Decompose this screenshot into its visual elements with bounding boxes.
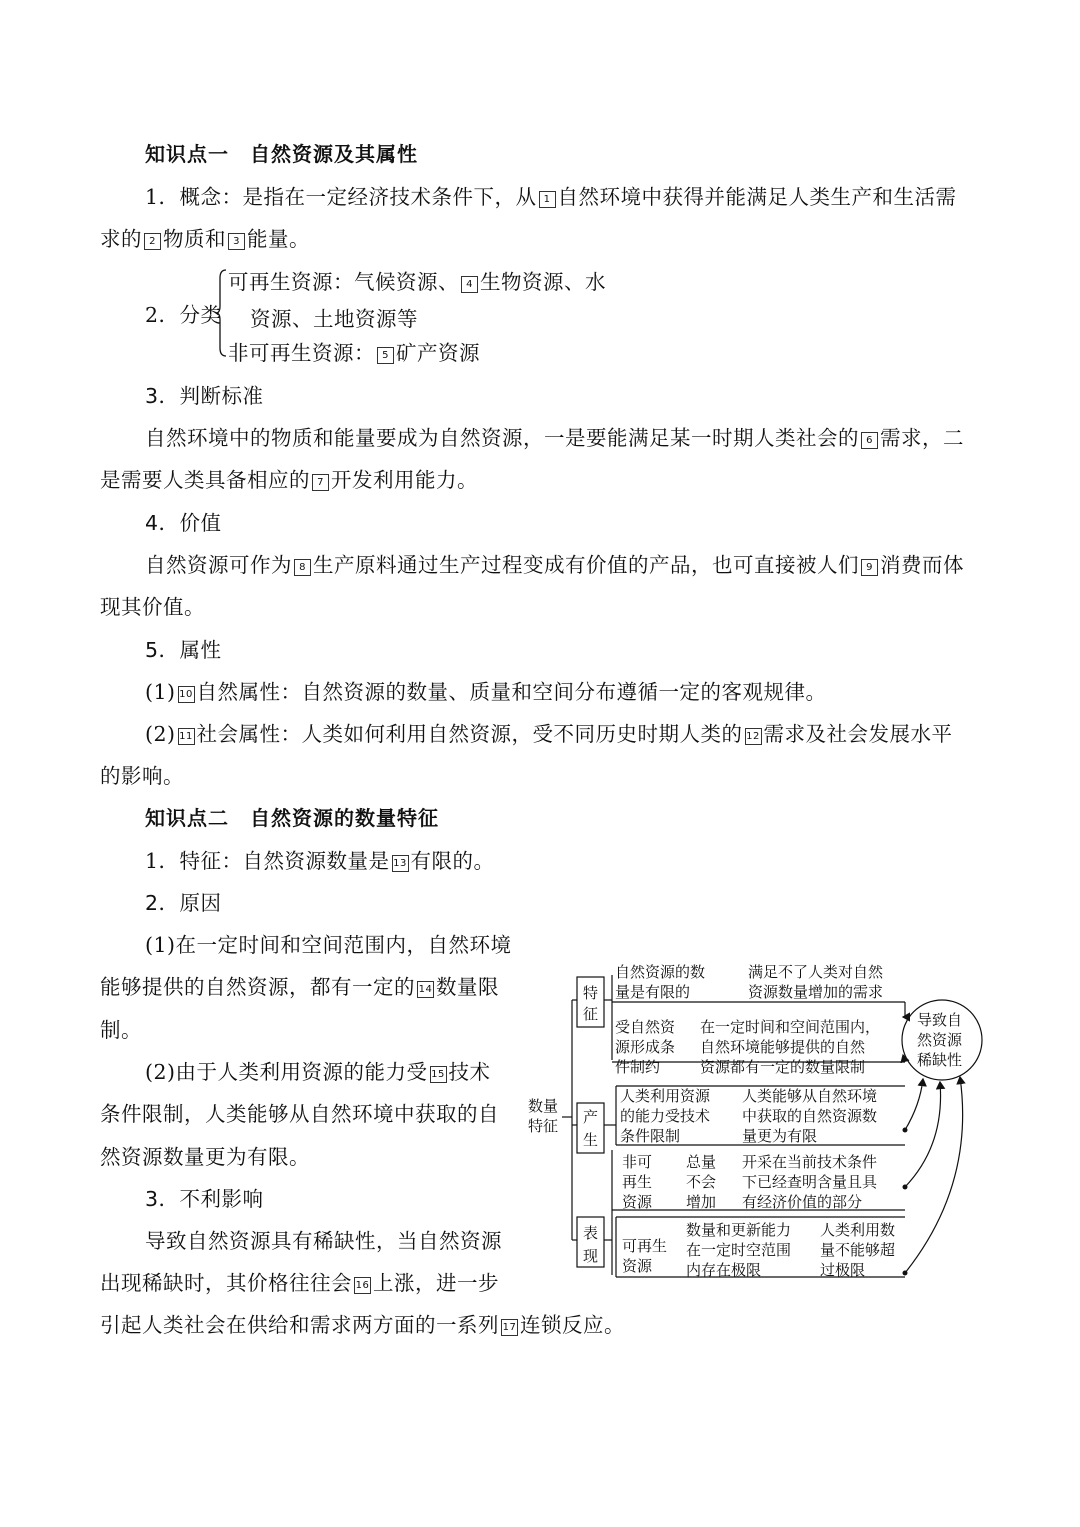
quantity-feature-diagram (520, 955, 990, 1290)
diagram-root-1: 数量 (528, 1097, 559, 1115)
criteria-line2: 是需要人类具备相应的 7 开发利用能力。 (100, 468, 478, 492)
kp2-feature: 1．特征：自然资源数量是 13 有限的。 (145, 849, 495, 873)
kp2-impact-label: 3．不利影响 (145, 1187, 264, 1211)
h1c-3: 有经济价值的部分 (742, 1193, 863, 1211)
h2c-2: 量不能够超 (820, 1241, 896, 1259)
f2b-2: 自然环境能够提供的自然 (700, 1038, 866, 1056)
h1a-1: 非可 (622, 1153, 653, 1171)
kp1-concept-line2: 求的 2 物质和 3 能量。 (100, 227, 310, 251)
classify-renewable: 可再生资源：气候资源、 4 生物资源、水 (228, 270, 606, 294)
cause-l4: (2)由于人类利用资源的能力受 15 技术 (145, 1060, 491, 1084)
cause-l2: 能够提供的自然资源，都有一定的 14 数量限 (100, 975, 499, 999)
attr-social-cont: 的影响。 (100, 764, 184, 788)
impact-l1: 导致自然资源具有稀缺性，当自然资源 (145, 1229, 502, 1253)
kp1-classify-label: 2．分类 (145, 303, 222, 327)
h2c-3: 过极限 (820, 1261, 866, 1279)
result-3: 稀缺性 (917, 1051, 963, 1069)
h1a-3: 资源 (622, 1193, 653, 1211)
h2c-1: 人类利用数 (820, 1221, 896, 1239)
h2b-1: 数量和更新能力 (686, 1221, 792, 1239)
brace-icon (216, 268, 228, 358)
h2b-3: 内存在极限 (686, 1261, 762, 1279)
f2a-3: 件制约 (615, 1058, 661, 1076)
cause-l6: 然资源数量更为有限。 (100, 1145, 310, 1169)
result-1: 导致自 (917, 1011, 963, 1029)
g1b-1: 人类能够从自然环境 (742, 1087, 878, 1105)
h1b-1: 总量 (686, 1153, 717, 1171)
h1a-2: 再生 (622, 1173, 653, 1191)
result-2: 然资源 (917, 1031, 963, 1049)
classify-nonrenewable: 非可再生资源： 5 矿产资源 (228, 341, 480, 365)
g1a-3: 条件限制 (620, 1127, 681, 1145)
h2a-2: 资源 (622, 1257, 653, 1275)
attr-social: (2) 11 社会属性：人类如何利用自然资源，受不同历史时期人类的 12 需求及社会发展水平 (145, 722, 953, 746)
impact-l2: 出现稀缺时，其价格往往会 16 上涨，进一步 (100, 1271, 499, 1295)
h1b-3: 增加 (686, 1193, 717, 1211)
kp1-attr-label: 5．属性 (145, 638, 222, 662)
f1b-2: 资源数量增加的需求 (748, 983, 884, 1001)
h1c-1: 开采在当前技术条件 (742, 1153, 878, 1171)
value-line2: 现其价值。 (100, 595, 205, 619)
classify-renewable-cont: 资源、土地资源等 (250, 307, 418, 331)
attr-natural: (1) 10 自然属性：自然资源的数量、质量和空间分布遵循一定的客观规律。 (145, 680, 827, 704)
f1a-1: 自然资源的数 (615, 963, 706, 981)
kp1-value-label: 4．价值 (145, 511, 222, 535)
f2a-1: 受自然资 (615, 1018, 676, 1036)
branch-feature-1: 特 (583, 984, 599, 1002)
branch-origin-2: 生 (583, 1131, 599, 1149)
f2b-3: 资源都有一定的数量限制 (700, 1058, 866, 1076)
f2a-2: 源形成条 (615, 1038, 676, 1056)
kp2-cause-label: 2．原因 (145, 891, 222, 915)
f1b-1: 满足不了人类对自然 (748, 963, 884, 981)
f2b-1: 在一定时间和空间范围内， (700, 1018, 881, 1036)
cause-l5: 条件限制，人类能够从自然环境中获取的自 (100, 1102, 499, 1126)
diagram-root-2: 特征 (528, 1117, 559, 1135)
h2a-1: 可再生 (622, 1237, 668, 1255)
cause-l3: 制。 (100, 1018, 142, 1042)
branch-origin-1: 产 (583, 1108, 599, 1126)
kp1-concept-line1: 1．概念：是指在一定经济技术条件下，从 1 自然环境中获得并能满足人类生产和生活需 (145, 185, 957, 209)
h2b-2: 在一定时空范围 (686, 1241, 792, 1259)
criteria-line1: 自然环境中的物质和能量要成为自然资源，一是要能满足某一时期人类社会的 6 需求，二 (145, 426, 964, 450)
branch-show-2: 现 (583, 1247, 599, 1265)
h1c-2: 下已经查明含量且具 (742, 1173, 878, 1191)
kp1-title: 知识点一 自然资源及其属性 (145, 142, 418, 166)
h1b-2: 不会 (686, 1173, 717, 1191)
value-line1: 自然资源可作为 8 生产原料通过生产过程变成有价值的产品，也可直接被人们 9 消费而体 (145, 553, 964, 577)
cause-l1: (1)在一定时间和空间范围内，自然环境 (145, 933, 512, 957)
branch-show-1: 表 (583, 1224, 599, 1242)
impact-l3: 引起人类社会在供给和需求两方面的一系列 17 连锁反应。 (100, 1313, 625, 1337)
g1a-1: 人类利用资源 (620, 1087, 711, 1105)
kp1-criteria-label: 3．判断标准 (145, 384, 264, 408)
kp2-title: 知识点二 自然资源的数量特征 (145, 806, 439, 830)
g1b-2: 中获取的自然资源数 (742, 1107, 878, 1125)
g1b-3: 量更为有限 (742, 1127, 818, 1145)
f1a-2: 量是有限的 (615, 983, 691, 1001)
g1a-2: 的能力受技术 (620, 1107, 711, 1125)
branch-feature-2: 征 (583, 1005, 599, 1023)
